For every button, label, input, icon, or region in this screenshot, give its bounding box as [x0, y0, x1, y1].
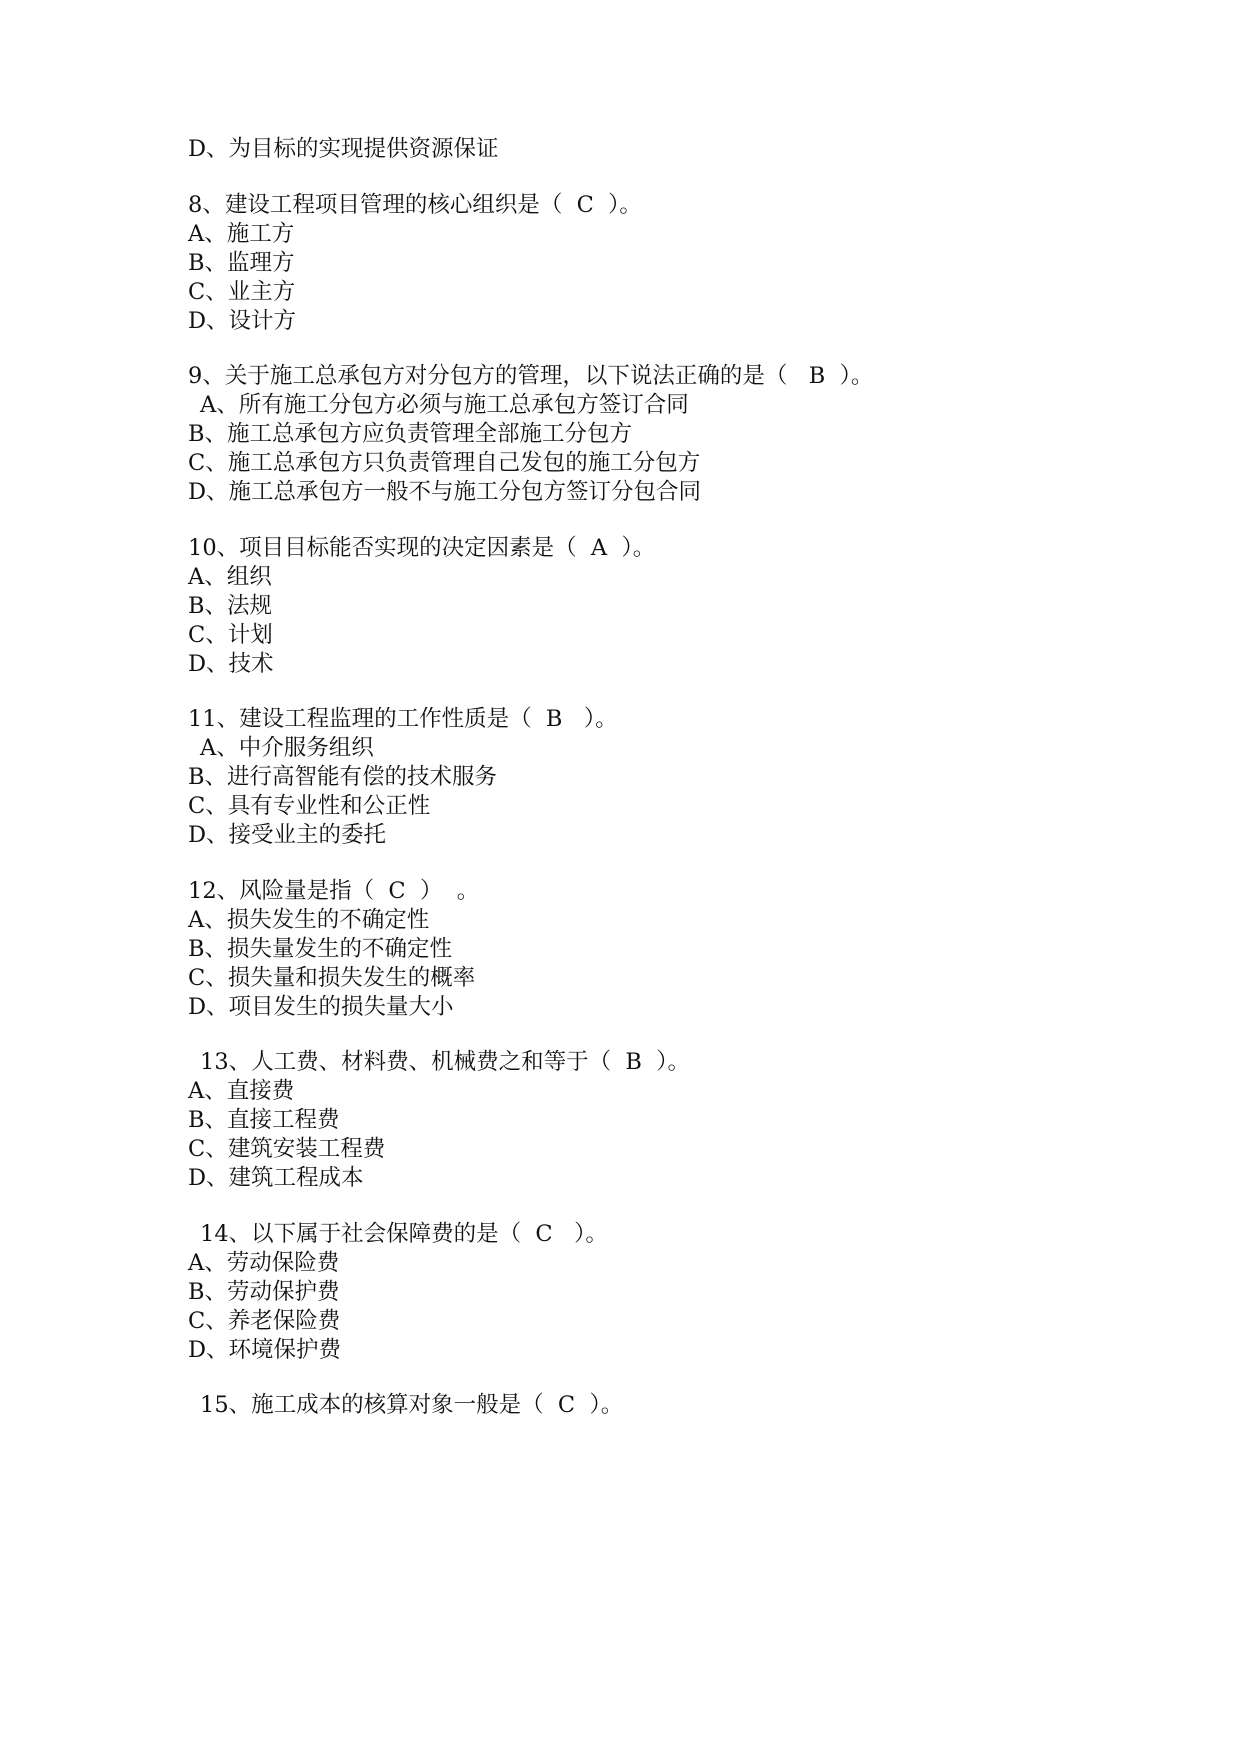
question-14-option-a: A、劳动保险费	[188, 1250, 340, 1276]
question-12-option-a: A、损失发生的不确定性	[188, 907, 430, 933]
question-14-option-d: D、环境保护费	[188, 1337, 342, 1363]
question-13-option-b: B、直接工程费	[188, 1107, 340, 1133]
question-11-stem: 11、建设工程监理的工作性质是（ B ）。	[188, 706, 618, 732]
question-11-option-d: D、接受业主的委托	[188, 822, 387, 848]
question-11-option-b: B、进行高智能有偿的技术服务	[188, 764, 498, 790]
question-15-stem: 15、施工成本的核算对象一般是（ C ）。	[200, 1392, 624, 1418]
question-10-option-c: C、计划	[188, 622, 273, 648]
question-9-stem: 9、关于施工总承包方对分包方的管理，以下说法正确的是（ B ）。	[188, 363, 874, 389]
question-10-option-b: B、法规	[188, 593, 273, 619]
question-14-stem: 14、以下属于社会保障费的是（ C ）。	[200, 1221, 608, 1247]
question-8-option-d: D、设计方	[188, 308, 297, 334]
question-12-option-b: B、损失量发生的不确定性	[188, 936, 453, 962]
question-8-option-a: A、施工方	[188, 221, 295, 247]
question-9-option-a: A、所有施工分包方必须与施工总承包方签订合同	[200, 392, 689, 418]
question-13-option-a: A、直接费	[188, 1078, 295, 1104]
question-12-option-c: C、损失量和损失发生的概率	[188, 965, 476, 991]
question-10-option-d: D、技术	[188, 651, 274, 677]
question-8-option-b: B、监理方	[188, 250, 295, 276]
question-9-option-b: B、施工总承包方应负责管理全部施工分包方	[188, 421, 633, 447]
question-12-stem: 12、风险量是指（ C ） 。	[188, 878, 480, 904]
question-11-option-c: C、具有专业性和公正性	[188, 793, 431, 819]
question-11-option-a: A、中介服务组织	[200, 735, 374, 761]
question-8-stem: 8、建设工程项目管理的核心组织是（ C ）。	[188, 192, 642, 218]
question-9-option-d: D、施工总承包方一般不与施工分包方签订分包合同	[188, 479, 702, 505]
question-10-stem: 10、项目目标能否实现的决定因素是（ A ）。	[188, 535, 656, 561]
question-12-option-d: D、项目发生的损失量大小	[188, 994, 454, 1020]
question-10-option-a: A、组织	[188, 564, 272, 590]
question-13-option-d: D、建筑工程成本	[188, 1165, 364, 1191]
question-9-option-c: C、施工总承包方只负责管理自己发包的施工分包方	[188, 450, 701, 476]
question-8-option-c: C、业主方	[188, 279, 296, 305]
question-14-option-c: C、养老保险费	[188, 1308, 341, 1334]
question-13-option-c: C、建筑安装工程费	[188, 1136, 386, 1162]
question-13-stem: 13、人工费、材料费、机械费之和等于（ B ）。	[200, 1049, 691, 1075]
option-d-prev: D、为目标的实现提供资源保证	[188, 136, 499, 162]
question-14-option-b: B、劳动保护费	[188, 1279, 340, 1305]
